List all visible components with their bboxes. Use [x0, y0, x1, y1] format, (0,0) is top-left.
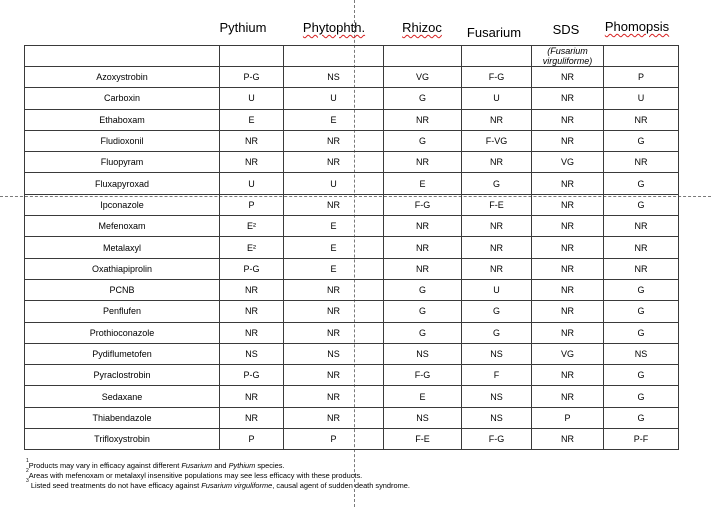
- rating-cell: VG: [532, 152, 604, 173]
- rating-cell: G: [462, 301, 532, 322]
- rating-cell: G: [604, 279, 679, 300]
- rating-cell: E: [284, 237, 384, 258]
- rating-cell: NR: [284, 365, 384, 386]
- footnote-mark: 1: [26, 458, 29, 464]
- product-name: Sedaxane: [25, 386, 220, 407]
- rating-cell: G: [604, 365, 679, 386]
- rating-cell: G: [384, 322, 462, 343]
- rating-cell: NS: [604, 343, 679, 364]
- rating-cell: NR: [532, 429, 604, 450]
- table-row: [25, 258, 679, 279]
- rating-cell: G: [604, 386, 679, 407]
- empty-cell: [384, 46, 462, 67]
- rating-cell: U: [604, 88, 679, 109]
- product-name: Mefenoxam: [25, 216, 220, 237]
- footnote: [26, 478, 410, 491]
- footnote-text: , causal agent of sudden death syndrome.: [272, 481, 410, 490]
- rating-cell: F-G: [462, 429, 532, 450]
- footnote-text: Areas with mefenoxam or metalaxyl insensitive populations may see less efficacy with these products.: [28, 471, 363, 480]
- rating-cell: NS: [284, 343, 384, 364]
- table-row: [25, 365, 679, 386]
- rating-cell: NR: [384, 152, 462, 173]
- table-row: [25, 237, 679, 258]
- rating-cell: F: [462, 365, 532, 386]
- rating-cell: NR: [532, 237, 604, 258]
- rating-cell: F-G: [384, 365, 462, 386]
- product-name: Fluxapyroxad: [25, 173, 220, 194]
- rating-cell: NR: [220, 152, 284, 173]
- rating-cell: P: [220, 194, 284, 215]
- rating-cell: P: [604, 67, 679, 88]
- rating-cell: NR: [284, 279, 384, 300]
- footnote-text: Listed seed treatments do not have efficacy against: [28, 481, 202, 490]
- rating-cell: NR: [462, 237, 532, 258]
- footnote-mark: 2: [26, 468, 29, 474]
- rating-cell: F-VG: [462, 130, 532, 151]
- rating-cell: NR: [532, 67, 604, 88]
- empty-cell: [604, 46, 679, 67]
- rating-cell: NR: [604, 216, 679, 237]
- rating-cell: NR: [284, 322, 384, 343]
- rating-cell: NR: [384, 258, 462, 279]
- rating-cell: P: [532, 407, 604, 428]
- rating-cell: NR: [384, 109, 462, 130]
- rating-cell: NR: [220, 322, 284, 343]
- rating-cell: NR: [284, 152, 384, 173]
- header-fusarium: Fusarium: [466, 25, 522, 40]
- table-row: [25, 194, 679, 215]
- header-rhizoc: Rhizoc: [402, 20, 442, 35]
- table-row: [25, 343, 679, 364]
- rating-cell: P-G: [220, 365, 284, 386]
- rating-cell: NR: [220, 301, 284, 322]
- product-name: Thiabendazole: [25, 407, 220, 428]
- product-name: Oxathiapiprolin: [25, 258, 220, 279]
- header-phomopsis: Phomopsis: [604, 19, 670, 34]
- product-name: Azoxystrobin: [25, 67, 220, 88]
- rating-cell: NR: [284, 130, 384, 151]
- rating-cell: G: [604, 194, 679, 215]
- table-row: [25, 67, 679, 88]
- rating-cell: NS: [284, 67, 384, 88]
- rating-cell: NR: [604, 258, 679, 279]
- rating-cell: NR: [462, 152, 532, 173]
- empty-cell: [284, 46, 384, 67]
- rating-cell: G: [384, 279, 462, 300]
- product-name: Ethaboxam: [25, 109, 220, 130]
- rating-cell: F-G: [384, 194, 462, 215]
- rating-cell: P-G: [220, 258, 284, 279]
- rating-cell: F-E: [384, 429, 462, 450]
- footnote: [26, 468, 410, 481]
- rating-cell: NR: [462, 258, 532, 279]
- product-name: Ipconazole: [25, 194, 220, 215]
- rating-cell: NS: [384, 343, 462, 364]
- product-name: Fludioxonil: [25, 130, 220, 151]
- rating-cell: U: [462, 279, 532, 300]
- rating-cell: NR: [284, 194, 384, 215]
- rating-cell: NR: [532, 109, 604, 130]
- rating-cell: E: [220, 109, 284, 130]
- rating-cell: NR: [462, 109, 532, 130]
- rating-cell: NR: [532, 365, 604, 386]
- rating-cell: NS: [462, 386, 532, 407]
- rating-cell: NR: [532, 130, 604, 151]
- rating-cell: NR: [284, 301, 384, 322]
- table-row: [25, 301, 679, 322]
- rating-cell: NS: [220, 343, 284, 364]
- rating-cell: NR: [532, 194, 604, 215]
- footnote: [26, 458, 410, 471]
- rating-cell: NR: [604, 109, 679, 130]
- footnote-text: Pythium: [228, 461, 256, 470]
- rating-cell: NR: [284, 386, 384, 407]
- footnote-text: and: [212, 461, 229, 470]
- rating-cell: NS: [462, 407, 532, 428]
- footnote-text: Fusarium: [181, 461, 213, 470]
- table-row: [25, 152, 679, 173]
- rating-cell: NR: [532, 216, 604, 237]
- rating-cell: NR: [220, 386, 284, 407]
- rating-cell: G: [604, 301, 679, 322]
- rating-cell: U: [220, 88, 284, 109]
- rating-cell: G: [604, 173, 679, 194]
- table-row: [25, 216, 679, 237]
- table-row: [25, 173, 679, 194]
- seed-treatment-efficacy-table: [24, 45, 679, 450]
- empty-cell: [462, 46, 532, 67]
- header-phytophthora: Phytophth.: [302, 20, 366, 35]
- rating-cell: VG: [532, 343, 604, 364]
- subheader-row: [25, 46, 679, 67]
- rating-cell: E: [284, 216, 384, 237]
- rating-cell: E: [384, 173, 462, 194]
- rating-cell: G: [462, 322, 532, 343]
- product-name: Trifloxystrobin: [25, 429, 220, 450]
- rating-cell: U: [220, 173, 284, 194]
- rating-cell: G: [604, 407, 679, 428]
- rating-cell: NR: [532, 279, 604, 300]
- rating-cell: P: [284, 429, 384, 450]
- empty-cell: [220, 46, 284, 67]
- product-name: Pydiflumetofen: [25, 343, 220, 364]
- rating-cell: G: [604, 130, 679, 151]
- rating-cell: E²: [220, 216, 284, 237]
- rating-cell: G: [384, 301, 462, 322]
- rating-cell: NR: [384, 237, 462, 258]
- product-name: Pyraclostrobin: [25, 365, 220, 386]
- product-name: Metalaxyl: [25, 237, 220, 258]
- rating-cell: NR: [532, 386, 604, 407]
- table-row: [25, 279, 679, 300]
- table-row: [25, 407, 679, 428]
- sds-subheader: (Fusarium virguliforme): [532, 46, 604, 67]
- rating-cell: NR: [220, 279, 284, 300]
- footnote-text: Fusarium virguliforme: [201, 481, 273, 490]
- rating-cell: VG: [384, 67, 462, 88]
- footnote-mark: 3: [26, 478, 29, 484]
- rating-cell: F-G: [462, 67, 532, 88]
- rating-cell: NR: [384, 216, 462, 237]
- rating-cell: P-G: [220, 67, 284, 88]
- rating-cell: NR: [532, 301, 604, 322]
- empty-cell: [25, 46, 220, 67]
- rating-cell: E²: [220, 237, 284, 258]
- table-row: [25, 109, 679, 130]
- rating-cell: F-E: [462, 194, 532, 215]
- rating-cell: U: [284, 173, 384, 194]
- rating-cell: NR: [532, 88, 604, 109]
- product-name: PCNB: [25, 279, 220, 300]
- rating-cell: NR: [220, 130, 284, 151]
- rating-cell: NR: [532, 258, 604, 279]
- rating-cell: P: [220, 429, 284, 450]
- table-row: [25, 429, 679, 450]
- rating-cell: NS: [462, 343, 532, 364]
- footnotes: [26, 458, 410, 491]
- rating-cell: U: [462, 88, 532, 109]
- footnote-text: Products may vary in efficacy against different: [28, 461, 182, 470]
- rating-cell: P-F: [604, 429, 679, 450]
- product-name: Prothioconazole: [25, 322, 220, 343]
- table-row: [25, 130, 679, 151]
- rating-cell: NR: [604, 237, 679, 258]
- product-name: Penflufen: [25, 301, 220, 322]
- footnote-text: species.: [255, 461, 285, 470]
- product-name: Carboxin: [25, 88, 220, 109]
- rating-cell: NR: [532, 322, 604, 343]
- header-pythium: Pythium: [219, 20, 267, 35]
- table-row: [25, 322, 679, 343]
- table-row: [25, 88, 679, 109]
- rating-cell: NR: [462, 216, 532, 237]
- product-name: Fluopyram: [25, 152, 220, 173]
- rating-cell: NR: [532, 173, 604, 194]
- rating-cell: NR: [604, 152, 679, 173]
- rating-cell: E: [284, 109, 384, 130]
- table-row: [25, 386, 679, 407]
- rating-cell: G: [604, 322, 679, 343]
- header-sds: SDS: [552, 22, 580, 37]
- rating-cell: G: [462, 173, 532, 194]
- rating-cell: U: [284, 88, 384, 109]
- rating-cell: NR: [220, 407, 284, 428]
- rating-cell: NS: [384, 407, 462, 428]
- rating-cell: E: [284, 258, 384, 279]
- rating-cell: NR: [284, 407, 384, 428]
- rating-cell: G: [384, 130, 462, 151]
- rating-cell: E: [384, 386, 462, 407]
- rating-cell: G: [384, 88, 462, 109]
